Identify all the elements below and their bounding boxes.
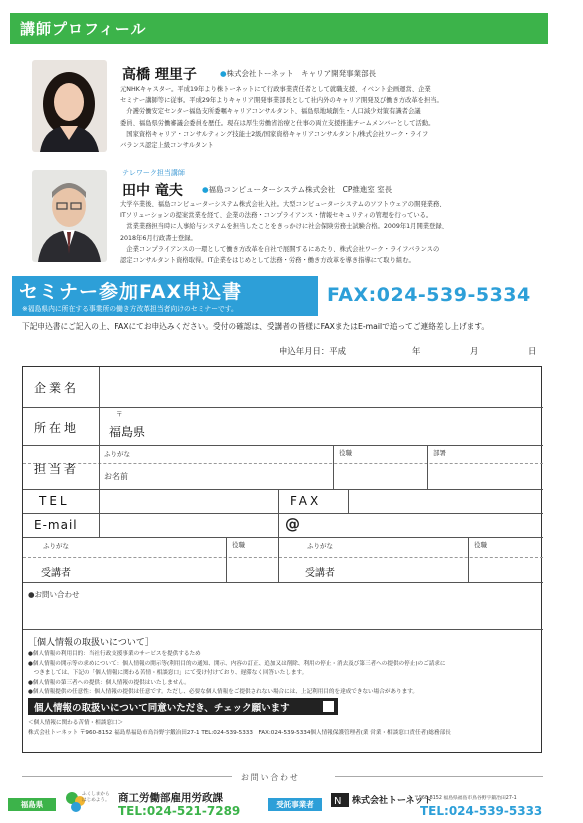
contact-dept-label: 部署 <box>433 449 446 457</box>
participant-1-label: 受講者 <box>41 568 71 579</box>
company-name-label: 企業名 <box>34 381 80 395</box>
instructor-1-name: 高橋 理里子 <box>122 67 197 83</box>
contact-name-label: お名前 <box>104 472 128 481</box>
inquiry-field[interactable] <box>28 601 538 627</box>
email-field[interactable] <box>100 514 541 536</box>
privacy-title: ［個人情報の取扱いについて］ <box>28 638 154 648</box>
company-name-field[interactable] <box>100 368 541 406</box>
footer-left-dept: 商工労働部雇用労政課 <box>118 792 223 804</box>
contact-furigana-label: ふりがな <box>104 450 130 458</box>
footer-right-tel: TEL:024-539-5333 <box>420 804 543 818</box>
address-field[interactable] <box>148 419 541 443</box>
apply-year-unit: 年 <box>412 346 421 356</box>
postal-mark: 〒 <box>116 410 123 418</box>
participant-1-field[interactable] <box>99 559 225 580</box>
instructor-1-affiliation: ●株式会社トーネット キャリア開発事業部長 <box>220 69 377 78</box>
privacy-contact-line: 株式会社トーネット 〒960-8152 福島県福島市鳥谷野字鍛冶田27-1 TEL:024-539-5333 FAX:024-539-5334個人情報保護管理者(業 営業・相談窓口責任者)総務部長 <box>28 730 451 736</box>
footer-rule-left <box>22 776 232 777</box>
participant-2-field[interactable] <box>363 559 467 580</box>
apply-date-label: 申込年月日：平成 <box>279 346 346 356</box>
contact-person-label: 担当者 <box>34 462 80 476</box>
prefecture-text: 福島県 <box>109 425 146 439</box>
tel-label: TEL <box>39 494 70 508</box>
fax-form-subtitle: ※福島県内に所在する事業所の働き方改革担当者向けのセミナーです。 <box>22 305 238 313</box>
footer-right-address: 〒960-8152 福島県福島市鳥谷野字鍛冶田27-1 <box>414 796 517 801</box>
participant-2-furigana-label: ふりがな <box>307 542 333 550</box>
contact-name-field[interactable] <box>143 465 331 487</box>
privacy-consent-text: 個人情報の取扱いについて同意いただき、チェック願います <box>34 703 290 714</box>
instructor-2-role: テレワーク担当講師 <box>122 169 185 177</box>
fax-form-title: セミナー参加FAX申込書 <box>19 281 243 303</box>
tonet-logo-icon <box>331 792 349 806</box>
privacy-consent-bar <box>28 698 338 715</box>
address-label: 所在地 <box>34 421 80 435</box>
contact-title-label: 役職 <box>339 449 352 457</box>
instructor-2-bio: 大学卒業後、福島コンピューターシステム株式会社入社。大型コンピューターシステムのソフトウェアの開発業務、 ITソリューションの提案営業を経て、企業の法務・コンプライアンス・情報セキュリティの管理を行っている。 営業業務担当時に人事給与システムを担当したことをきっかけに社会保険労務士試験合格。2009年1月開業登録、 2018年6月行政書士登録。 企業コンプライアンスの一環として働き方改革を自社で展開するにあたり、株式会社ワーク・ライフバランスの 認定コンサルタント資格取得。IT企業をはじめとして法務・労務・働き方改革を導き指導にて取り組む。 <box>120 201 448 265</box>
footer-rule-right <box>335 776 543 777</box>
email-label: E-mail <box>34 518 78 532</box>
svg-text:N: N <box>334 796 342 807</box>
participant-2-title-label: 役職 <box>474 541 487 549</box>
participant-1-furigana-label: ふりがな <box>43 542 69 550</box>
instructor-1-photo <box>32 60 107 152</box>
footer-left-tag: 福島県 <box>8 798 56 811</box>
section-title: 講師プロフィール <box>20 20 147 38</box>
footer-left-tel: TEL:024-521-7289 <box>118 804 241 818</box>
footer-contact-label: お問い合わせ <box>241 773 300 782</box>
privacy-contact-title: ＜個人情報に関わる苦情・相談窓口＞ <box>28 720 124 726</box>
privacy-body: ●個人情報の利用目的：当社行政支援事業のサービスを提供するため ●個人情報の開示等の求めについて：個人情報の開示等(利用目的の通知、開示、内容の訂正、追加又は削除、利用の停止・消去及び第三者への提供の停止)のご請求に つきましては、下記の「個人情報に関わる苦情・相談窓口」にて受け付けており、遅滞なく回答いたします。 ●個人情報の第三者への提供：個人情報の提供はいたしません。 ●個人情報提供の任意性：個人情報の提供は任意です。ただし、必要な個人情報をご提供されない場合には、上記利用目的を達成できない場合があります。 <box>28 651 446 695</box>
fax-number: FAX:024-539-5334 <box>327 284 531 306</box>
instructor-1-bio: 元NHKキャスター。平成19年より株トーネットにて行政事業責任者として就職支援、イベント企画運営、企業 セミナー講師等に従事。平成29年よりキャリア開発事業部長として社内外のキャリア開発及び働き方改革を担当。 介護労働安定センター福島支所委嘱キャリアコンサルタント、福島県地域創生・人口減少対策有識者会議 委員、福島県労働審議会委員を歴任。現在は厚生労働省治療と仕事の両立支援推進チームメンバーとして活動。 国家資格キャリア・コンサルティング技能士2級/国家資格キャリアコンサルタント/株式会社ワーク・ライフ バランス認定上級コンサルタント <box>120 86 443 150</box>
fax-label: FAX <box>290 494 322 508</box>
instructor-2-photo <box>32 170 107 262</box>
inquiry-label: ●お問い合わせ <box>28 590 80 599</box>
email-at-sign: @ <box>285 515 300 533</box>
application-form <box>22 366 542 753</box>
apply-month-unit: 月 <box>470 346 479 356</box>
tel-field[interactable] <box>100 490 277 512</box>
footer-right-company: 株式会社トーネット <box>352 796 433 806</box>
footer-right-tag: 受託事業者 <box>268 798 322 811</box>
instructor-2-name: 田中 竜夫 <box>122 183 183 199</box>
apply-day-unit: 日 <box>528 346 537 356</box>
participant-1-title-label: 役職 <box>232 541 245 549</box>
form-instructions: 下記申込書にご記入の上、FAXにてお申込みください。受付の確認は、受講者の皆様にFAXまたはE-mailで追ってご連絡差し上げます。 <box>22 322 490 331</box>
privacy-consent-checkbox[interactable] <box>323 701 334 712</box>
instructor-2-affiliation: ●福島コンピューターシステム株式会社 CP推進室 室長 <box>202 185 393 194</box>
participant-2-label: 受講者 <box>305 568 335 579</box>
fukushima-logo-text: ふくしまからはじめよう。 <box>82 792 110 803</box>
fax-field[interactable] <box>349 490 541 512</box>
